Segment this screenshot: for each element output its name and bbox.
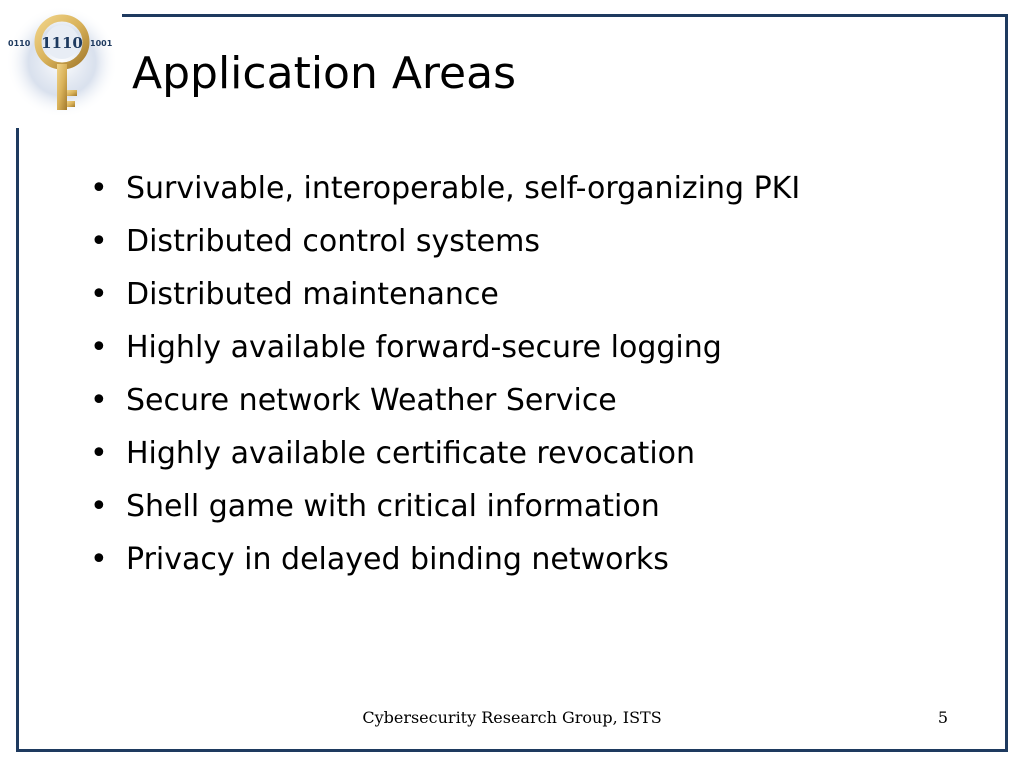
bullet-dot-icon: • — [90, 171, 108, 206]
logo-right-text: 1001 — [90, 39, 113, 48]
bullet-dot-icon: • — [90, 489, 108, 524]
slide-title: Application Areas — [132, 48, 517, 99]
bullet-text: Privacy in delayed binding networks — [126, 542, 669, 577]
bullet-item — [84, 480, 800, 533]
bullet-dot-icon: • — [90, 277, 108, 312]
frame-right-line — [1005, 14, 1008, 752]
key-logo-icon — [6, 6, 118, 118]
bullet-dot-icon: • — [90, 383, 108, 418]
bullet-item — [84, 268, 800, 321]
page-number: 5 — [937, 708, 948, 727]
bullet-text: Highly available forward-secure logging — [126, 330, 722, 365]
bullet-item — [84, 427, 800, 480]
bullet-text: Distributed control systems — [126, 224, 540, 259]
bullet-text: Distributed maintenance — [126, 277, 499, 312]
frame-top-line — [122, 14, 1008, 17]
bullet-text: Highly available certificate revocation — [126, 436, 696, 471]
bullet-item — [84, 321, 800, 374]
logo-center-text: 1110 — [41, 34, 83, 52]
frame-left-line — [16, 128, 19, 752]
bullet-dot-icon: • — [90, 330, 108, 365]
bullet-item — [84, 374, 800, 427]
bullet-item — [84, 162, 800, 215]
bullet-list — [84, 162, 800, 586]
bullet-text: Shell game with critical information — [126, 489, 660, 524]
bullet-dot-icon: • — [90, 224, 108, 259]
bullet-item — [84, 215, 800, 268]
logo-left-text: 0110 — [8, 39, 31, 48]
bullet-item — [84, 533, 800, 586]
bullet-text: Survivable, interoperable, self-organizing PKI — [126, 171, 801, 206]
slide-footer: Cybersecurity Research Group, ISTS — [362, 708, 662, 727]
bullet-dot-icon: • — [90, 436, 108, 471]
bullet-dot-icon: • — [90, 542, 108, 577]
frame-bottom-line — [16, 749, 1008, 752]
bullet-text: Secure network Weather Service — [126, 383, 617, 418]
